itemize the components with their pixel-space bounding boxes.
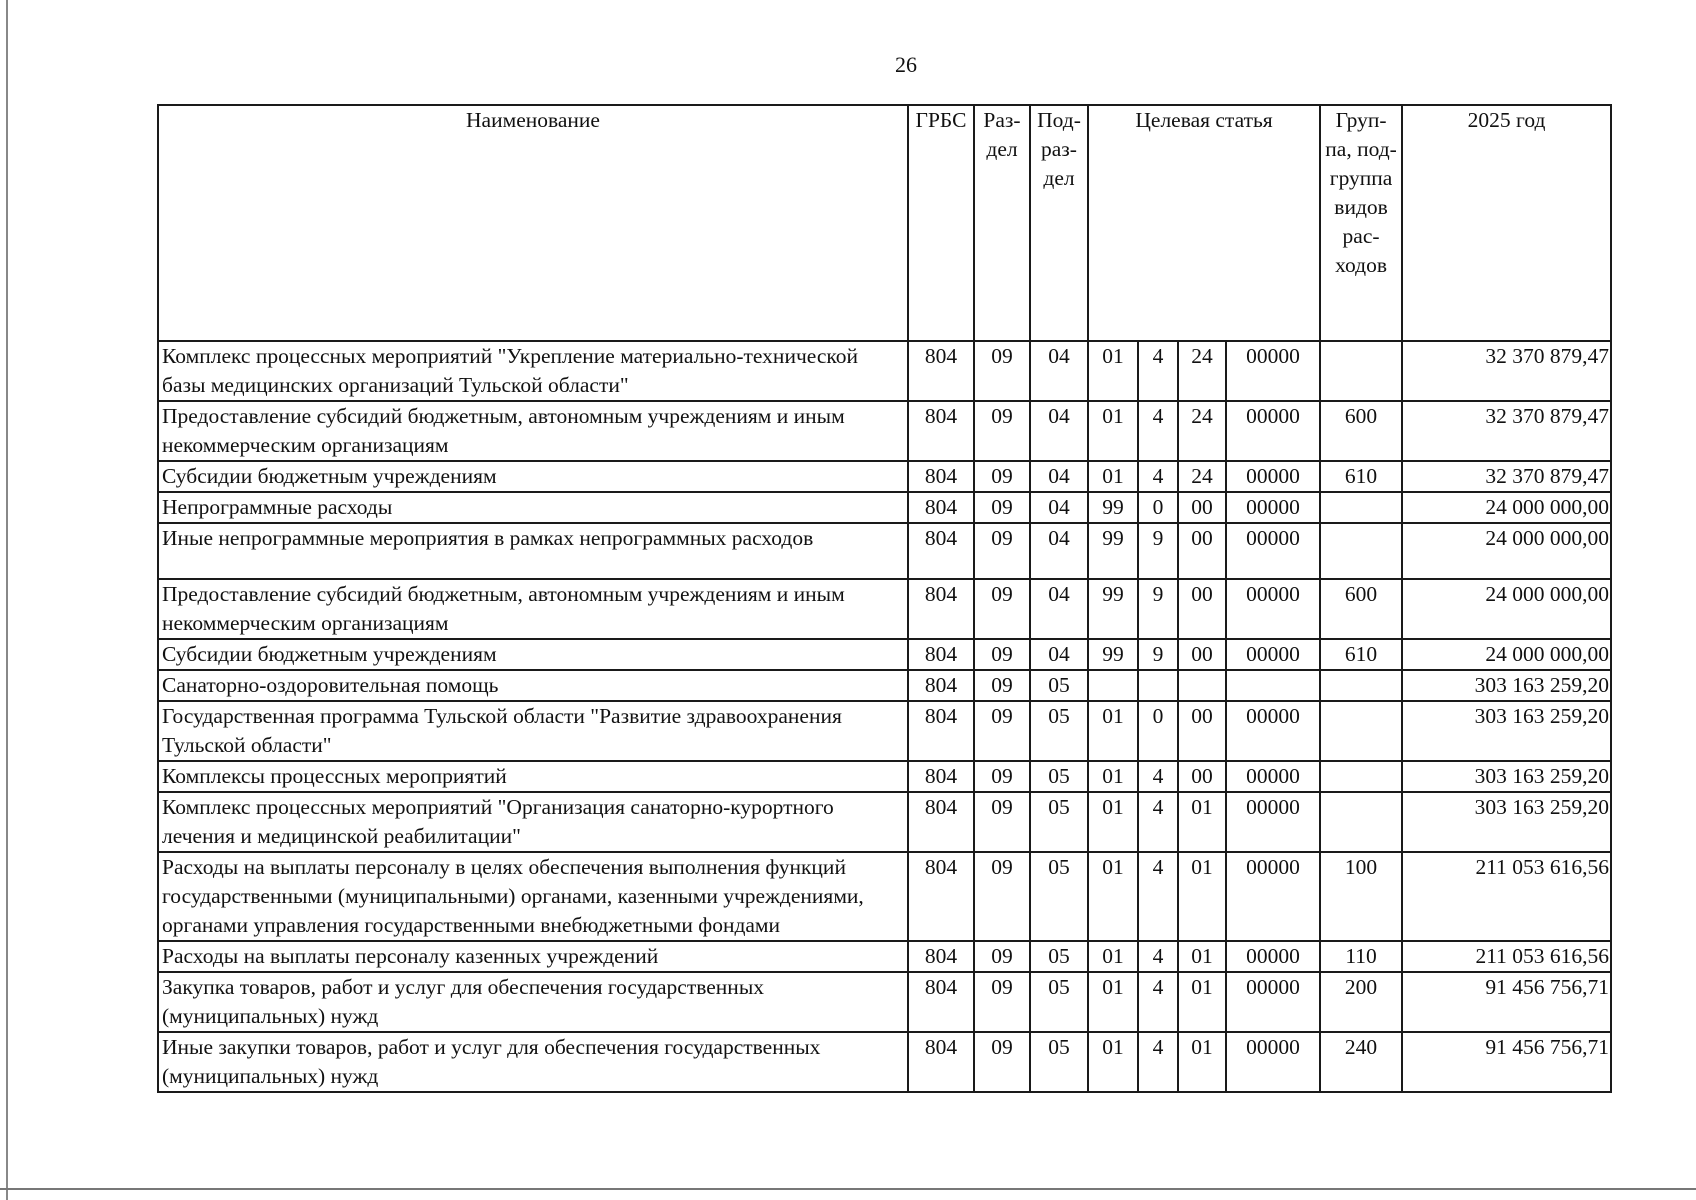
row-subsection: 05 <box>1030 1032 1088 1092</box>
row-amount: 24 000 000,00 <box>1402 492 1611 523</box>
row-amount: 211 053 616,56 <box>1402 852 1611 941</box>
row-amount: 32 370 879,47 <box>1402 461 1611 492</box>
row-expense-group <box>1320 341 1402 401</box>
budget-table <box>157 104 1612 1093</box>
row-expense-group: 600 <box>1320 401 1402 461</box>
row-target-element: 24 <box>1178 401 1226 461</box>
row-section: 09 <box>974 639 1030 670</box>
row-target-element: 00 <box>1178 761 1226 792</box>
row-target-type: 4 <box>1138 461 1178 492</box>
row-section: 09 <box>974 579 1030 639</box>
table-row <box>158 401 1611 461</box>
row-grbs: 804 <box>908 761 974 792</box>
row-expense-group <box>1320 492 1402 523</box>
row-target-element: 01 <box>1178 972 1226 1032</box>
row-grbs: 804 <box>908 701 974 761</box>
row-subsection: 05 <box>1030 852 1088 941</box>
row-target-element: 01 <box>1178 852 1226 941</box>
row-target-type: 4 <box>1138 761 1178 792</box>
row-expense-group: 240 <box>1320 1032 1402 1092</box>
row-amount: 303 163 259,20 <box>1402 761 1611 792</box>
row-target-element: 00 <box>1178 639 1226 670</box>
row-target-element: 00 <box>1178 579 1226 639</box>
row-target-program: 01 <box>1088 761 1138 792</box>
row-expense-group <box>1320 701 1402 761</box>
table-row <box>158 492 1611 523</box>
row-section: 09 <box>974 972 1030 1032</box>
table-row <box>158 579 1611 639</box>
row-target-element: 01 <box>1178 792 1226 852</box>
row-section: 09 <box>974 701 1030 761</box>
row-subsection: 04 <box>1030 523 1088 579</box>
row-name: Санаторно-оздоровительная помощь <box>158 670 908 701</box>
row-target-element: 00 <box>1178 523 1226 579</box>
row-target-program: 01 <box>1088 401 1138 461</box>
row-target-direction: 00000 <box>1226 461 1320 492</box>
row-section: 09 <box>974 523 1030 579</box>
row-grbs: 804 <box>908 1032 974 1092</box>
row-expense-group <box>1320 523 1402 579</box>
row-section: 09 <box>974 1032 1030 1092</box>
row-target-direction: 00000 <box>1226 1032 1320 1092</box>
row-target-program: 99 <box>1088 579 1138 639</box>
row-target-program: 01 <box>1088 972 1138 1032</box>
row-subsection: 04 <box>1030 401 1088 461</box>
row-name: Закупка товаров, работ и услуг для обеспечения государственных (муниципальных) нужд <box>158 972 908 1032</box>
row-target-type: 4 <box>1138 941 1178 972</box>
row-subsection: 04 <box>1030 579 1088 639</box>
row-subsection: 05 <box>1030 761 1088 792</box>
row-target-element: 00 <box>1178 701 1226 761</box>
table-row <box>158 461 1611 492</box>
row-target-program <box>1088 670 1138 701</box>
row-target-type: 9 <box>1138 523 1178 579</box>
header-name: Наименование <box>158 105 908 341</box>
row-target-program: 01 <box>1088 852 1138 941</box>
row-expense-group <box>1320 670 1402 701</box>
row-target-direction: 00000 <box>1226 639 1320 670</box>
row-grbs: 804 <box>908 852 974 941</box>
table-row <box>158 341 1611 401</box>
row-target-type: 4 <box>1138 1032 1178 1092</box>
row-grbs: 804 <box>908 492 974 523</box>
row-name: Расходы на выплаты персоналу казенных учреждений <box>158 941 908 972</box>
row-grbs: 804 <box>908 941 974 972</box>
row-target-element: 00 <box>1178 492 1226 523</box>
table-row <box>158 701 1611 761</box>
row-subsection: 04 <box>1030 461 1088 492</box>
row-amount: 91 456 756,71 <box>1402 1032 1611 1092</box>
row-amount: 303 163 259,20 <box>1402 670 1611 701</box>
row-name: Комплексы процессных мероприятий <box>158 761 908 792</box>
row-name: Комплекс процессных мероприятий "Организация санаторно-курортного лечения и медицинской реабилитации" <box>158 792 908 852</box>
row-name: Непрограммные расходы <box>158 492 908 523</box>
row-target-direction: 00000 <box>1226 792 1320 852</box>
row-name: Иные непрограммные мероприятия в рамках непрограммных расходов <box>158 523 908 579</box>
header-grbs: ГРБС <box>908 105 974 341</box>
row-section: 09 <box>974 941 1030 972</box>
header-target-article: Целевая статья <box>1088 105 1320 341</box>
row-target-element <box>1178 670 1226 701</box>
row-section: 09 <box>974 852 1030 941</box>
row-amount: 24 000 000,00 <box>1402 639 1611 670</box>
row-amount: 91 456 756,71 <box>1402 972 1611 1032</box>
row-target-direction: 00000 <box>1226 972 1320 1032</box>
row-name: Предоставление субсидий бюджетным, автономным учреждениям и иным некоммерческим организациям <box>158 579 908 639</box>
row-name: Государственная программа Тульской области "Развитие здравоохранения Тульской области" <box>158 701 908 761</box>
header-year-2025: 2025 год <box>1402 105 1611 341</box>
row-amount: 211 053 616,56 <box>1402 941 1611 972</box>
row-subsection: 04 <box>1030 492 1088 523</box>
row-target-program: 01 <box>1088 461 1138 492</box>
row-amount: 303 163 259,20 <box>1402 701 1611 761</box>
row-target-type: 4 <box>1138 972 1178 1032</box>
row-expense-group <box>1320 792 1402 852</box>
row-target-direction: 00000 <box>1226 761 1320 792</box>
row-target-direction <box>1226 670 1320 701</box>
row-target-direction: 00000 <box>1226 341 1320 401</box>
row-name: Субсидии бюджетным учреждениям <box>158 461 908 492</box>
row-target-direction: 00000 <box>1226 701 1320 761</box>
row-amount: 303 163 259,20 <box>1402 792 1611 852</box>
row-section: 09 <box>974 792 1030 852</box>
row-target-direction: 00000 <box>1226 523 1320 579</box>
row-grbs: 804 <box>908 670 974 701</box>
row-section: 09 <box>974 492 1030 523</box>
row-target-program: 99 <box>1088 639 1138 670</box>
scan-edge-bottom <box>0 1188 1696 1190</box>
row-target-element: 24 <box>1178 341 1226 401</box>
row-target-program: 01 <box>1088 941 1138 972</box>
row-expense-group: 610 <box>1320 639 1402 670</box>
row-expense-group: 610 <box>1320 461 1402 492</box>
row-subsection: 05 <box>1030 670 1088 701</box>
row-name: Комплекс процессных мероприятий "Укрепление материально-технической базы медицинских организаций Тульской области" <box>158 341 908 401</box>
row-target-program: 01 <box>1088 792 1138 852</box>
row-target-type: 0 <box>1138 701 1178 761</box>
row-target-direction: 00000 <box>1226 941 1320 972</box>
header-row <box>158 105 1611 341</box>
row-subsection: 05 <box>1030 701 1088 761</box>
row-target-type <box>1138 670 1178 701</box>
row-target-program: 01 <box>1088 1032 1138 1092</box>
row-target-program: 99 <box>1088 492 1138 523</box>
row-section: 09 <box>974 401 1030 461</box>
row-target-direction: 00000 <box>1226 492 1320 523</box>
row-target-type: 9 <box>1138 579 1178 639</box>
row-expense-group: 200 <box>1320 972 1402 1032</box>
row-name: Субсидии бюджетным учреждениям <box>158 639 908 670</box>
row-section: 09 <box>974 461 1030 492</box>
row-section: 09 <box>974 341 1030 401</box>
row-subsection: 05 <box>1030 941 1088 972</box>
row-target-element: 24 <box>1178 461 1226 492</box>
row-target-direction: 00000 <box>1226 401 1320 461</box>
table-row <box>158 852 1611 941</box>
row-expense-group: 110 <box>1320 941 1402 972</box>
row-subsection: 05 <box>1030 792 1088 852</box>
row-name: Иные закупки товаров, работ и услуг для обеспечения государственных (муниципальных) нужд <box>158 1032 908 1092</box>
row-amount: 24 000 000,00 <box>1402 579 1611 639</box>
row-target-type: 0 <box>1138 492 1178 523</box>
row-expense-group: 600 <box>1320 579 1402 639</box>
row-target-program: 01 <box>1088 341 1138 401</box>
header-section: Раз- дел <box>974 105 1030 341</box>
row-grbs: 804 <box>908 579 974 639</box>
row-grbs: 804 <box>908 461 974 492</box>
row-subsection: 05 <box>1030 972 1088 1032</box>
table-row <box>158 972 1611 1032</box>
row-section: 09 <box>974 761 1030 792</box>
header-expense-group: Груп- па, под- группа видов рас- ходов <box>1320 105 1402 341</box>
row-target-element: 01 <box>1178 941 1226 972</box>
row-target-direction: 00000 <box>1226 579 1320 639</box>
table-row <box>158 523 1611 579</box>
table-row <box>158 761 1611 792</box>
table-row <box>158 792 1611 852</box>
header-subsection: Под- раз- дел <box>1030 105 1088 341</box>
table-row <box>158 639 1611 670</box>
row-target-type: 9 <box>1138 639 1178 670</box>
row-name: Предоставление субсидий бюджетным, автономным учреждениям и иным некоммерческим организациям <box>158 401 908 461</box>
row-target-type: 4 <box>1138 341 1178 401</box>
row-expense-group <box>1320 761 1402 792</box>
row-grbs: 804 <box>908 341 974 401</box>
row-target-type: 4 <box>1138 401 1178 461</box>
page-number: 26 <box>895 52 917 77</box>
row-amount: 24 000 000,00 <box>1402 523 1611 579</box>
row-grbs: 804 <box>908 639 974 670</box>
row-target-type: 4 <box>1138 792 1178 852</box>
row-grbs: 804 <box>908 401 974 461</box>
row-grbs: 804 <box>908 523 974 579</box>
row-expense-group: 100 <box>1320 852 1402 941</box>
row-amount: 32 370 879,47 <box>1402 401 1611 461</box>
row-name: Расходы на выплаты персоналу в целях обеспечения выполнения функций государственными (муниципальными) органами, казенными учреждениями, органами управления государственными внебюджетными фондами <box>158 852 908 941</box>
row-target-program: 99 <box>1088 523 1138 579</box>
table-row <box>158 670 1611 701</box>
row-target-direction: 00000 <box>1226 852 1320 941</box>
scan-edge-left <box>6 0 8 1200</box>
row-target-type: 4 <box>1138 852 1178 941</box>
row-grbs: 804 <box>908 972 974 1032</box>
row-target-program: 01 <box>1088 701 1138 761</box>
row-subsection: 04 <box>1030 341 1088 401</box>
row-grbs: 804 <box>908 792 974 852</box>
table-row <box>158 941 1611 972</box>
row-subsection: 04 <box>1030 639 1088 670</box>
row-target-element: 01 <box>1178 1032 1226 1092</box>
row-amount: 32 370 879,47 <box>1402 341 1611 401</box>
table-row <box>158 1032 1611 1092</box>
row-section: 09 <box>974 670 1030 701</box>
